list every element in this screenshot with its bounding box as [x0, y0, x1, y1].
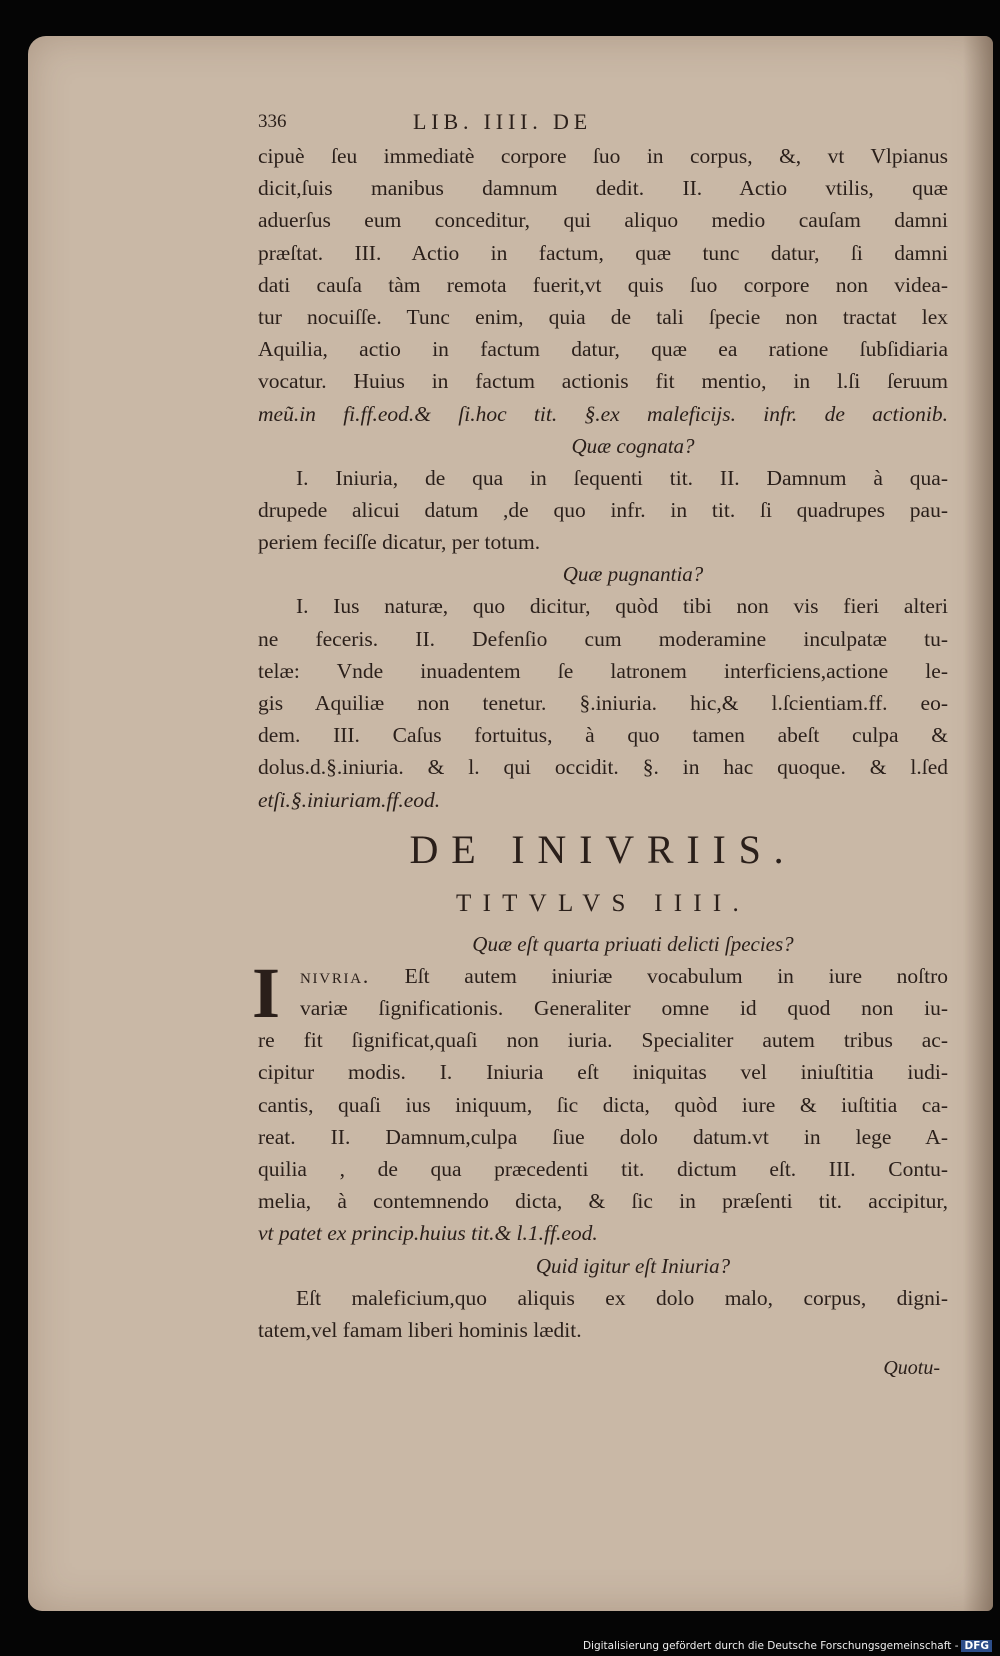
- section-subtitle: TITVLVS IIII.: [456, 889, 750, 917]
- catchword: Quotu-: [883, 1357, 940, 1380]
- paragraph-2: [258, 462, 948, 559]
- page-gutter: [963, 36, 993, 1611]
- text-line: vt patet ex princip.huius tit.& l.1.ff.eod.: [258, 1221, 598, 1246]
- text-line: dolus.d.§.iniuria. & l. qui occidit. §. in hac quoque. & l.ſed: [258, 755, 948, 780]
- section-title: DE INIVRIIS.: [409, 826, 797, 872]
- text-line: tur nocuiſſe. Tunc enim, quia de tali ſpecie non tractat lex: [258, 305, 948, 330]
- text-line: dati cauſa tàm remota fuerit,vt quis ſuo corpore non videa-: [258, 272, 948, 297]
- question-heading-1: Quæ cognata?: [571, 433, 695, 458]
- question-heading-3: Quæ eſt quarta priuati delicti ſpecies?: [472, 931, 794, 956]
- digitization-footer: [583, 1640, 992, 1652]
- dfg-logo: DFG: [961, 1640, 992, 1652]
- text-line: etſi.§.iniuriam.ff.eod.: [258, 787, 441, 812]
- text-line: quilia , de qua præcedenti tit. dictum eſt. III. Contu-: [258, 1157, 948, 1182]
- text-line: telæ: Vnde inuadentem ſe latronem interficiens,actione le-: [258, 658, 948, 683]
- text-line: reat. II. Damnum,culpa ſiue dolo datum.vt in lege A-: [258, 1124, 948, 1149]
- page-number: 336: [258, 111, 287, 132]
- text-line: ne feceris. II. Defenſio cum moderamine inculpatæ tu-: [258, 626, 948, 651]
- text-line: cantis, quaſi ius iniquum, ſic dicta, quòd iure & iuſtitia ca-: [258, 1092, 948, 1117]
- text-line: gis Aquiliæ non tenetur. §.iniuria. hic,& l.ſcientiam.ff. eo-: [258, 691, 948, 716]
- paragraph-1: [258, 140, 948, 430]
- question-heading-2: Quæ pugnantia?: [562, 562, 704, 587]
- question-heading-4: Quid igitur eſt Iniuria?: [535, 1253, 731, 1278]
- text-line: meũ.in fi.ff.eod.& ſi.hoc tit. §.ex maleficijs. infr. de actionib.: [258, 401, 948, 426]
- text-line: tatem,vel famam liberi hominis lædit.: [258, 1317, 582, 1342]
- text-line: melia, à contemnendo dicta, & ſic in præſenti tit. accipitur,: [258, 1189, 948, 1214]
- text-line: I. Ius naturæ, quo dicitur, quòd tibi non vis fieri alteri: [296, 594, 948, 619]
- first-line-rest: Eſt autem iniuriæ vocabulum in iure noſtro: [369, 963, 948, 988]
- text-line: variæ ſignificationis. Generaliter omne id quod non iu-: [300, 996, 948, 1021]
- footer-text: Digitalisierung gefördert durch die Deutsche Forschungsgemeinschaft -: [582, 1640, 959, 1652]
- drop-capital: I: [252, 952, 281, 1033]
- text-line: dem. III. Caſus fortuitus, à quo tamen abeſt culpa &: [258, 723, 948, 748]
- text-line: Aquilia, actio in factum datur, quæ ea ratione ſubſidiaria: [258, 337, 948, 362]
- running-header: [258, 106, 948, 140]
- text-line: aduerſus eum conceditur, qui aliquo medio cauſam damni: [258, 208, 948, 233]
- text-line: vocatur. Huius in factum actionis fit mentio, in l.ſi ſeruum: [258, 369, 948, 394]
- text-line: cipitur modis. I. Iniuria eſt iniquitas vel iniuſtitia iudi-: [258, 1060, 948, 1085]
- text-line: Eſt maleficium,quo aliquis ex dolo malo, corpus, digni-: [296, 1285, 948, 1310]
- page-text: [252, 106, 948, 1384]
- text-line: præſtat. III. Actio in factum, quæ tunc datur, ſi damni: [258, 240, 948, 265]
- running-title: LIB. IIII. DE: [413, 109, 592, 134]
- paragraph-4: [252, 952, 948, 1250]
- text-line: I. Iniuria, de qua in ſequenti tit. II. Damnum à qua-: [296, 465, 948, 490]
- text-line: cipuè ſeu immediatè corpore ſuo in corpus, &, vt Vlpianus: [258, 144, 948, 168]
- text-line: [258, 960, 948, 992]
- text-line: dicit,ſuis manibus damnum dedit. II. Actio vtilis, quæ: [258, 176, 948, 201]
- text-line: periem feciſſe dicatur, per totum.: [258, 530, 541, 555]
- first-word: nivria.: [300, 963, 370, 988]
- text-line: drupede alicui datum ,de quo infr. in tit. ſi quadrupes pau-: [258, 498, 948, 523]
- paragraph-5: [258, 1282, 948, 1346]
- text-line: re fit ſignificat,quaſi non iuria. Specialiter autem tribus ac-: [258, 1028, 948, 1053]
- book-page: [28, 36, 993, 1611]
- paragraph-3: [258, 590, 948, 815]
